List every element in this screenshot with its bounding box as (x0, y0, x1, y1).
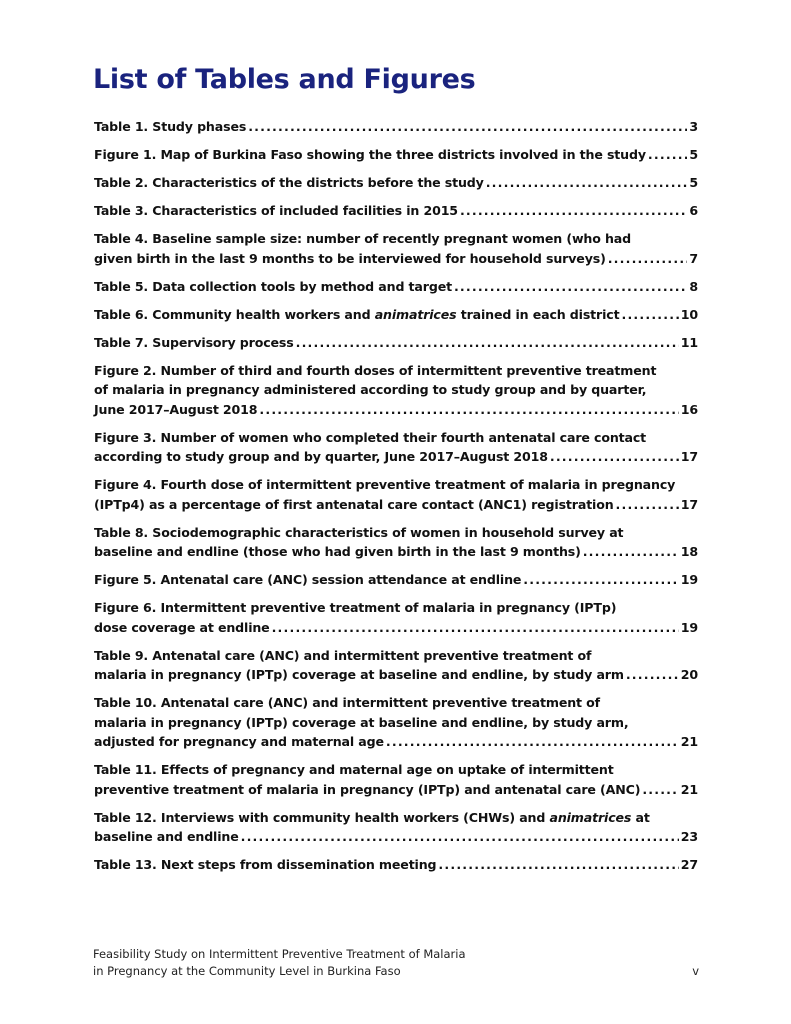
toc-entry[interactable] (94, 760, 698, 799)
toc-page-number: 6 (689, 203, 698, 218)
toc-entry-title-line: adjusted for pregnancy and maternal age (94, 734, 384, 749)
toc-entry-title-line: dose coverage at endline (94, 619, 270, 635)
toc-entry-title-part: Table 6. Community health workers and (94, 306, 375, 322)
toc-page-number: 18 (680, 544, 698, 559)
toc-entry-title-line: Table 11. Effects of pregnancy and maternal age on uptake of intermittent (94, 762, 614, 777)
toc-page-number: 19 (680, 572, 698, 587)
toc-page-number: 17 (680, 449, 698, 464)
toc-entry[interactable] (94, 201, 698, 221)
toc-entry-title (94, 305, 619, 325)
toc-entry-title-line: given birth in the last 9 months to be interviewed for household surveys) (94, 250, 606, 266)
dot-leader (616, 495, 679, 515)
toc-entry[interactable] (94, 277, 698, 297)
toc-entry-title-line (94, 808, 698, 828)
toc-entry[interactable] (94, 570, 698, 590)
toc-page-number: 19 (680, 619, 698, 635)
dot-leader (626, 665, 679, 685)
footer-document-title: in Pregnancy at the Community Level in Burkina Faso (93, 964, 401, 978)
toc-entry-title-line: Figure 3. Number of women who completed their fourth antenatal care contact (94, 429, 647, 445)
toc-page-number: 20 (680, 667, 698, 682)
toc-entry[interactable] (94, 117, 698, 137)
toc-entry[interactable] (94, 808, 698, 847)
toc-page-number: 21 (680, 734, 698, 749)
page-title: List of Tables and Figures (93, 64, 476, 95)
toc-entry[interactable] (94, 333, 698, 353)
dot-leader (248, 117, 687, 137)
toc-entry-title-line: according to study group and by quarter, June 2017–August 2018 (94, 449, 548, 464)
dot-leader (259, 400, 678, 420)
toc-page-number: 3 (689, 119, 698, 134)
toc-entry-title-line: Figure 6. Intermittent preventive treatment of malaria in pregnancy (IPTp) (94, 600, 617, 615)
footer-page-number: v (692, 964, 699, 978)
toc-entry[interactable] (94, 523, 698, 562)
toc-entry-title: Figure 5. Antenatal care (ANC) session attendance at endline (94, 572, 522, 587)
toc-entry[interactable] (94, 145, 698, 165)
toc-entry-title-part: at (631, 809, 650, 825)
toc-page-number: 17 (680, 496, 698, 512)
dot-leader (523, 570, 678, 590)
toc-page-number: 16 (680, 401, 698, 417)
toc-entry[interactable] (94, 229, 698, 268)
toc-page-number: 5 (689, 175, 698, 190)
dot-leader (642, 780, 678, 800)
toc-entry-title-line: Figure 2. Number of third and fourth doses of intermittent preventive treatment (94, 362, 657, 378)
dot-leader (621, 305, 678, 325)
toc-entry[interactable] (94, 305, 698, 325)
dot-leader (583, 542, 679, 562)
dot-leader (386, 732, 679, 752)
toc-entry-title-line: malaria in pregnancy (IPTp) coverage at baseline and endline, by study arm, (94, 714, 629, 730)
toc-entry-title-line: baseline and endline (94, 829, 239, 844)
toc-entry-title: Table 7. Supervisory process (94, 334, 294, 350)
toc-entry-title-emphasis: animatrices (374, 306, 457, 322)
toc-page-number: 7 (689, 250, 698, 266)
toc-entry-title: Table 13. Next steps from dissemination meeting (94, 857, 437, 872)
dot-leader (648, 145, 687, 165)
dot-leader (241, 827, 679, 847)
toc-entry-title-line: Figure 4. Fourth dose of intermittent preventive treatment of malaria in pregnancy (94, 477, 676, 492)
toc-entry-title-line: preventive treatment of malaria in pregnancy (IPTp) and antenatal care (ANC) (94, 781, 641, 797)
toc-entry-title-line: June 2017–August 2018 (94, 401, 258, 417)
toc-entry-title: Table 3. Characteristics of included facilities in 2015 (94, 203, 458, 218)
dot-leader (296, 333, 679, 353)
toc-entry-title: Table 2. Characteristics of the districts before the study (94, 175, 484, 190)
toc-entry-title-line: Table 9. Antenatal care (ANC) and intermittent preventive treatment of (94, 647, 592, 663)
dot-leader (438, 855, 678, 875)
toc-entry-title-line: of malaria in pregnancy administered according to study group and by quarter, (94, 382, 647, 397)
toc-page-number: 10 (680, 306, 698, 322)
toc-entry-title-line: baseline and endline (those who had given birth in the last 9 months) (94, 544, 581, 559)
toc-entry[interactable] (94, 855, 698, 875)
toc-entry-title-line: malaria in pregnancy (IPTp) coverage at baseline and endline, by study arm (94, 667, 624, 682)
toc-page-number: 23 (680, 829, 698, 844)
dot-leader (486, 173, 688, 193)
dot-leader (608, 249, 688, 269)
toc-entry[interactable] (94, 693, 698, 752)
toc-page-number: 27 (680, 857, 698, 872)
toc-entry-title-part: Table 12. Interviews with community health workers (CHWs) and (94, 809, 550, 825)
dot-leader (454, 277, 687, 297)
toc-page-number: 5 (689, 147, 698, 162)
toc-entry-title-line: (IPTp4) as a percentage of first antenatal care contact (ANC1) registration (94, 496, 614, 512)
toc-page-number: 8 (689, 278, 698, 294)
toc-entry[interactable] (94, 646, 698, 685)
footer-document-title: Feasibility Study on Intermittent Preventive Treatment of Malaria (93, 947, 466, 961)
toc-entry-title-emphasis: animatrices (549, 809, 632, 825)
dot-leader (272, 618, 679, 638)
toc-page-number: 21 (680, 781, 698, 797)
toc-entry[interactable] (94, 475, 698, 514)
page-footer (93, 946, 699, 980)
toc-entry[interactable] (94, 428, 698, 467)
dot-leader (460, 201, 687, 221)
toc-entry-title-line: Table 4. Baseline sample size: number of recently pregnant women (who had (94, 231, 632, 246)
dot-leader (550, 447, 679, 467)
toc-entry-title: Table 5. Data collection tools by method and target (94, 278, 452, 294)
toc-entry[interactable] (94, 361, 698, 420)
toc-entry-title-line: Table 10. Antenatal care (ANC) and intermittent preventive treatment of (94, 695, 600, 710)
toc-entry-title-part: trained in each district (456, 306, 620, 322)
toc-entry[interactable] (94, 598, 698, 637)
toc-page-number: 11 (680, 334, 698, 350)
toc-entry-title: Table 1. Study phases (94, 119, 247, 134)
toc-entry-title-line: Table 8. Sociodemographic characteristics of women in household survey at (94, 524, 624, 540)
toc-entry-title: Figure 1. Map of Burkina Faso showing the three districts involved in the study (94, 147, 646, 162)
toc-entry[interactable] (94, 173, 698, 193)
toc-list (94, 117, 698, 883)
